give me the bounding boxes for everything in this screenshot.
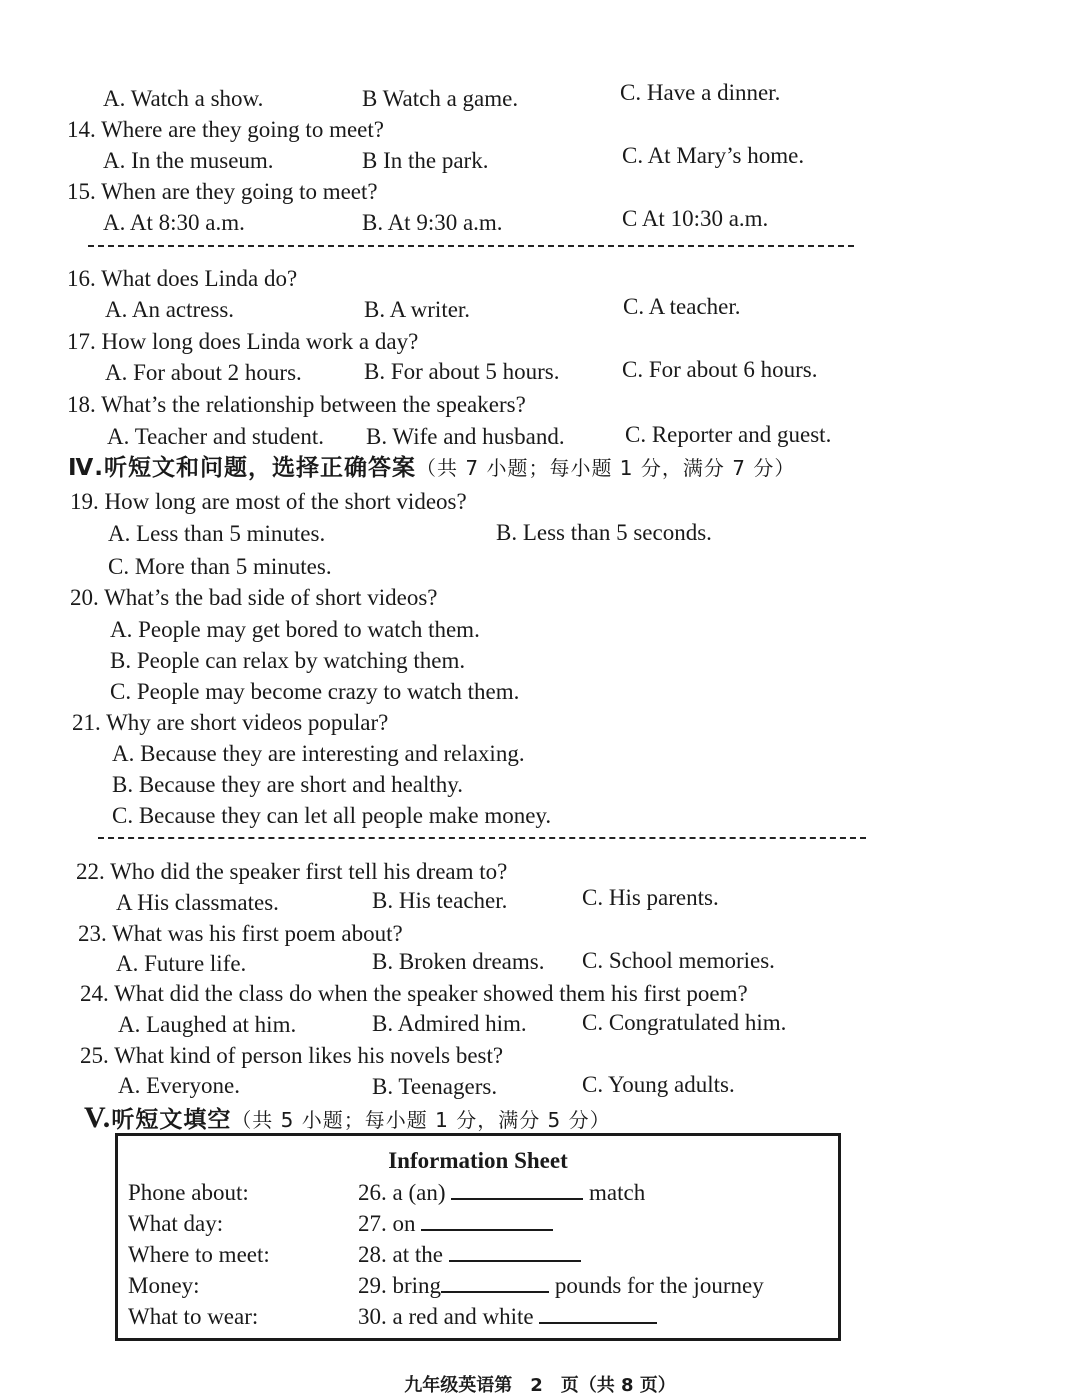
q23-option-b: B. Broken dreams. <box>372 949 545 974</box>
q15-option-a: A. At 8:30 a.m. <box>103 210 245 235</box>
q24-option-c: C. Congratulated him. <box>582 1010 787 1035</box>
q30-prefix: 30. a red and white <box>358 1304 534 1329</box>
sheet-label-meet: Where to meet: <box>128 1242 270 1267</box>
q15-option-b: B. At 9:30 a.m. <box>362 210 503 235</box>
q16-option-c: C. A teacher. <box>623 294 741 319</box>
q19-option-c: C. More than 5 minutes. <box>108 554 332 579</box>
q16-option-a: A. An actress. <box>105 297 235 322</box>
q18-question: 18. What’s the relationship between the speakers? <box>67 392 526 417</box>
q14-question: 14. Where are they going to meet? <box>67 117 384 142</box>
q29-suffix: pounds for the journey <box>554 1273 764 1298</box>
section-5-title: 听短文填空 <box>111 1107 232 1133</box>
q24-question: 24. What did the class do when the speaker showed them his first poem? <box>80 981 748 1006</box>
sheet-row-29 <box>358 1271 764 1301</box>
q25-option-a: A. Everyone. <box>118 1073 240 1098</box>
q20-option-b: B. People can relax by watching them. <box>110 648 466 673</box>
page-footer: 九年级英语第 2 页（共 8 页） <box>404 1375 676 1396</box>
q17-option-c: C. For about 6 hours. <box>622 357 818 382</box>
divider-line <box>98 837 866 839</box>
q26-prefix: 26. a (an) <box>358 1180 446 1205</box>
q22-option-a: A His classmates. <box>116 890 279 915</box>
section-4-note: （共 7 小题；每小题 1 分，满分 7 分） <box>416 456 796 480</box>
q16-question: 16. What does Linda do? <box>67 266 298 291</box>
q13-option-a: A. Watch a show. <box>103 86 264 111</box>
q14-option-c: C. At Mary’s home. <box>622 143 805 168</box>
q26-blank[interactable] <box>451 1178 583 1200</box>
section-5-header <box>84 1102 611 1136</box>
information-sheet <box>115 1133 841 1341</box>
q22-option-b: B. His teacher. <box>372 888 508 913</box>
q21-option-b: B. Because they are short and healthy. <box>112 772 464 797</box>
q20-question: 20. What’s the bad side of short videos? <box>70 585 438 610</box>
sheet-row-27 <box>358 1209 553 1239</box>
q13-option-c: C. Have a dinner. <box>620 80 781 105</box>
sheet-label-money: Money: <box>128 1273 200 1298</box>
information-sheet-title: Information Sheet <box>388 1148 568 1173</box>
q13-option-b: B Watch a game. <box>362 86 519 111</box>
q17-option-b: B. For about 5 hours. <box>364 359 560 384</box>
q17-question: 17. How long does Linda work a day? <box>67 329 419 354</box>
sheet-label-wear: What to wear: <box>128 1304 259 1329</box>
q29-prefix: 29. bring <box>358 1273 442 1298</box>
q15-question: 15. When are they going to meet? <box>67 179 378 204</box>
q24-option-a: A. Laughed at him. <box>118 1012 297 1037</box>
q17-option-a: A. For about 2 hours. <box>105 360 302 385</box>
q21-question: 21. Why are short videos popular? <box>72 710 389 735</box>
q20-option-c: C. People may become crazy to watch them. <box>110 679 520 704</box>
q23-option-c: C. School memories. <box>582 948 775 973</box>
sheet-row-26 <box>358 1178 645 1208</box>
q18-option-c: C. Reporter and guest. <box>625 422 832 447</box>
section-5-note: （共 5 小题；每小题 1 分，满分 5 分） <box>231 1108 611 1132</box>
q19-question: 19. How long are most of the short videos? <box>70 489 467 514</box>
sheet-row-30 <box>358 1302 657 1332</box>
q14-option-a: A. In the museum. <box>103 148 274 173</box>
section-4-header <box>68 452 795 484</box>
q15-option-c: C At 10:30 a.m. <box>622 206 769 231</box>
q21-option-c: C. Because they can let all people make money. <box>112 803 552 828</box>
sheet-label-day: What day: <box>128 1211 224 1236</box>
q19-option-b: B. Less than 5 seconds. <box>496 520 712 545</box>
q25-question: 25. What kind of person likes his novels best? <box>80 1043 504 1068</box>
q27-prefix: 27. on <box>358 1211 416 1236</box>
q26-suffix: match <box>589 1180 646 1205</box>
section-4-title: 听短文和问题，选择正确答案 <box>104 455 417 481</box>
q28-prefix: 28. at the <box>358 1242 443 1267</box>
q20-option-a: A. People may get bored to watch them. <box>110 617 480 642</box>
q18-option-a: A. Teacher and student. <box>107 424 325 449</box>
q25-option-c: C. Young adults. <box>582 1072 735 1097</box>
q25-option-b: B. Teenagers. <box>372 1074 498 1099</box>
q22-question: 22. Who did the speaker first tell his dream to? <box>76 859 508 884</box>
section-4-numeral: Ⅳ. <box>68 455 105 481</box>
q23-question: 23. What was his first poem about? <box>78 921 403 946</box>
section-5-numeral: V. <box>84 1101 112 1134</box>
q29-blank[interactable] <box>441 1271 549 1293</box>
q30-blank[interactable] <box>539 1302 657 1324</box>
q27-blank[interactable] <box>421 1209 553 1231</box>
q22-option-c: C. His parents. <box>582 885 719 910</box>
q21-option-a: A. Because they are interesting and relaxing. <box>112 741 525 766</box>
q28-blank[interactable] <box>449 1240 581 1262</box>
q14-option-b: B In the park. <box>362 148 489 173</box>
sheet-label-phone: Phone about: <box>128 1180 249 1205</box>
sheet-row-28 <box>358 1240 581 1270</box>
q18-option-b: B. Wife and husband. <box>366 424 565 449</box>
q16-option-b: B. A writer. <box>364 297 471 322</box>
q19-option-a: A. Less than 5 minutes. <box>108 521 326 546</box>
divider-line <box>88 245 854 247</box>
q23-option-a: A. Future life. <box>116 951 247 976</box>
q24-option-b: B. Admired him. <box>372 1011 527 1036</box>
